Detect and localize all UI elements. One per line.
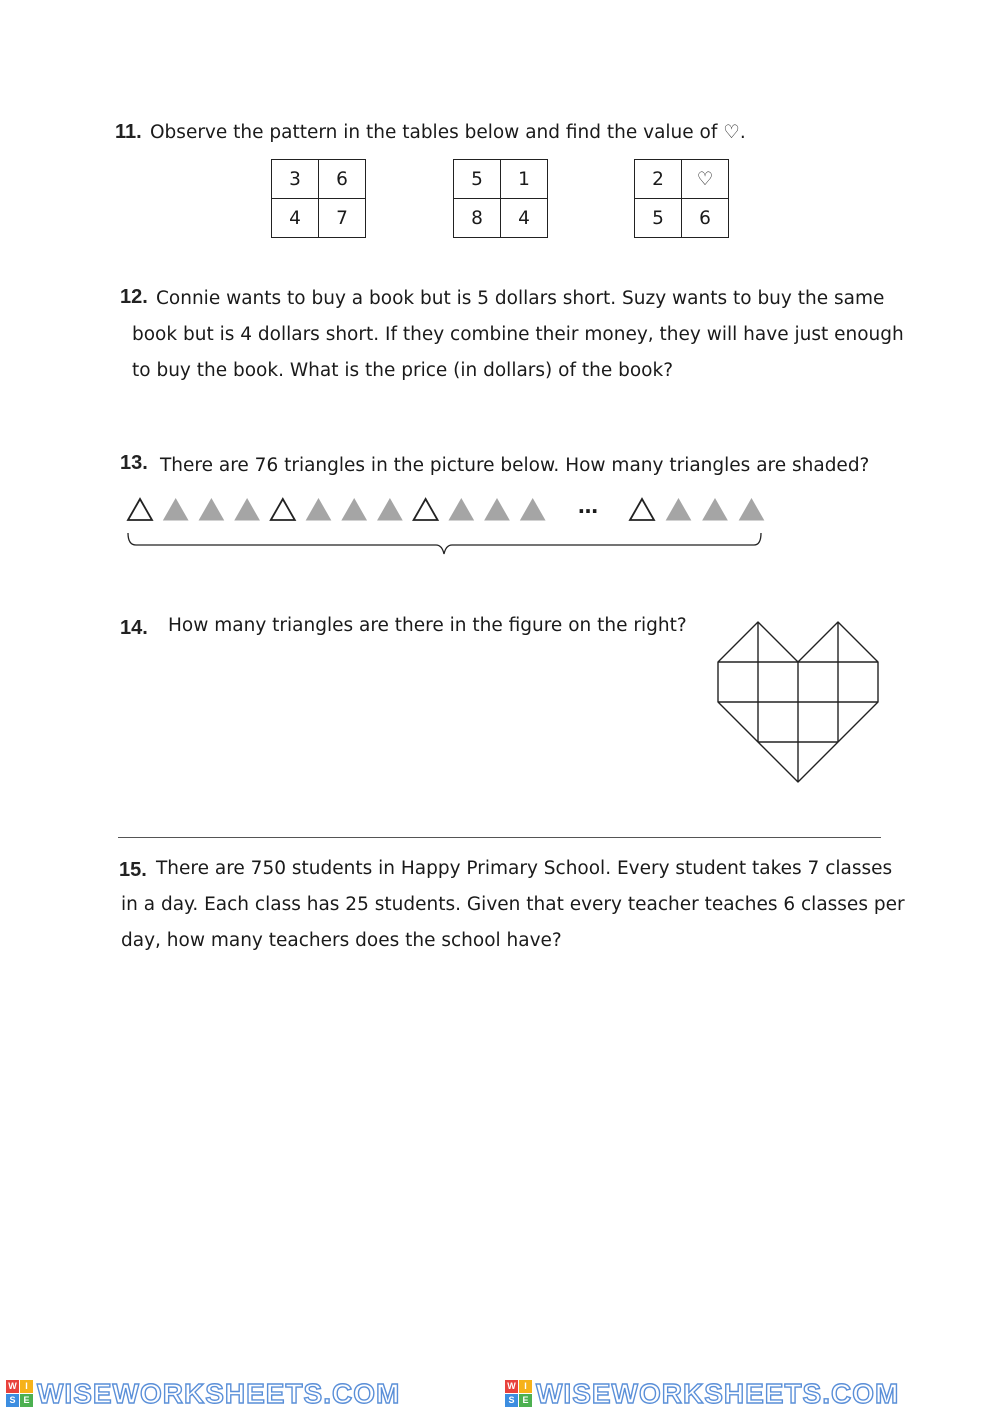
q12-number: 12. xyxy=(120,286,148,308)
shaded-triangle xyxy=(449,499,473,520)
q15-line-1: There are 750 students in Happy Primary School. Every student takes 7 classes xyxy=(156,858,893,879)
q13-text: There are 76 triangles in the picture below. How many triangles are shaded? xyxy=(160,455,870,476)
table-cell: 7 xyxy=(319,199,366,238)
shaded-triangle xyxy=(740,499,764,520)
empty-triangle xyxy=(128,499,152,520)
q12-line-2: book but is 4 dollars short. If they combine their money, they will have just enough xyxy=(132,324,904,345)
table-cell: 5 xyxy=(635,199,682,238)
table-cell: 3 xyxy=(272,160,319,199)
shaded-triangle xyxy=(342,499,366,520)
logo-letter: E xyxy=(519,1394,532,1407)
table-cell: 4 xyxy=(272,199,319,238)
q12-line-1: Connie wants to buy a book but is 5 dollars short. Suzy wants to buy the same xyxy=(156,288,885,309)
logo-letter: E xyxy=(20,1394,33,1407)
table-cell: 4 xyxy=(501,199,548,238)
section-divider xyxy=(118,837,881,838)
table-cell: 6 xyxy=(682,199,729,238)
shaded-triangle xyxy=(667,499,691,520)
logo-letter: I xyxy=(20,1380,33,1393)
logo-letter: S xyxy=(6,1394,19,1407)
table-cell: ♡ xyxy=(682,160,729,199)
q15-line-3: day, how many teachers does the school have? xyxy=(121,930,562,951)
table-cell: 8 xyxy=(454,199,501,238)
brace xyxy=(128,533,761,554)
q11-text: Observe the pattern in the tables below and find the value of ♡. xyxy=(150,122,746,143)
logo-letter: S xyxy=(505,1394,518,1407)
logo-letter: I xyxy=(519,1380,532,1393)
logo-letter: W xyxy=(6,1380,19,1393)
shaded-triangle xyxy=(199,499,223,520)
table-cell: 2 xyxy=(635,160,682,199)
footer-brand-strip xyxy=(0,1376,1000,1411)
q13-ellipsis: … xyxy=(578,494,598,518)
table-cell: 5 xyxy=(454,160,501,199)
brand-logo-icon xyxy=(6,1380,33,1407)
table-cell: 6 xyxy=(319,160,366,199)
shaded-triangle xyxy=(164,499,188,520)
brand-logo-icon xyxy=(505,1380,532,1407)
empty-triangle xyxy=(414,499,438,520)
empty-triangle xyxy=(271,499,295,520)
q15-number: 15. xyxy=(119,859,147,881)
empty-triangle xyxy=(630,499,654,520)
triangle-row xyxy=(120,490,780,570)
brand-watermark xyxy=(6,1376,400,1411)
q11-table-1 xyxy=(271,159,366,238)
shaded-triangle xyxy=(703,499,727,520)
q12-line-3: to buy the book. What is the price (in dollars) of the book? xyxy=(132,360,674,381)
heart-figure xyxy=(712,618,887,790)
shaded-triangle xyxy=(521,499,545,520)
q11-number: 11. xyxy=(115,121,142,143)
q14-text: How many triangles are there in the figure on the right? xyxy=(168,615,687,636)
q14-number: 14. xyxy=(120,617,148,639)
shaded-triangle xyxy=(307,499,331,520)
brand-watermark xyxy=(505,1376,899,1411)
q13-number: 13. xyxy=(120,452,148,474)
q11-table-3 xyxy=(634,159,729,238)
q15-line-2: in a day. Each class has 25 students. Given that every teacher teaches 6 classes per xyxy=(121,894,905,915)
shaded-triangle xyxy=(378,499,402,520)
logo-letter: W xyxy=(505,1380,518,1393)
table-cell: 1 xyxy=(501,160,548,199)
brand-text: WISEWORKSHEETS.COM xyxy=(536,1378,900,1409)
q11-table-2 xyxy=(453,159,548,238)
shaded-triangle xyxy=(485,499,509,520)
brand-text: WISEWORKSHEETS.COM xyxy=(37,1378,401,1409)
shaded-triangle xyxy=(235,499,259,520)
